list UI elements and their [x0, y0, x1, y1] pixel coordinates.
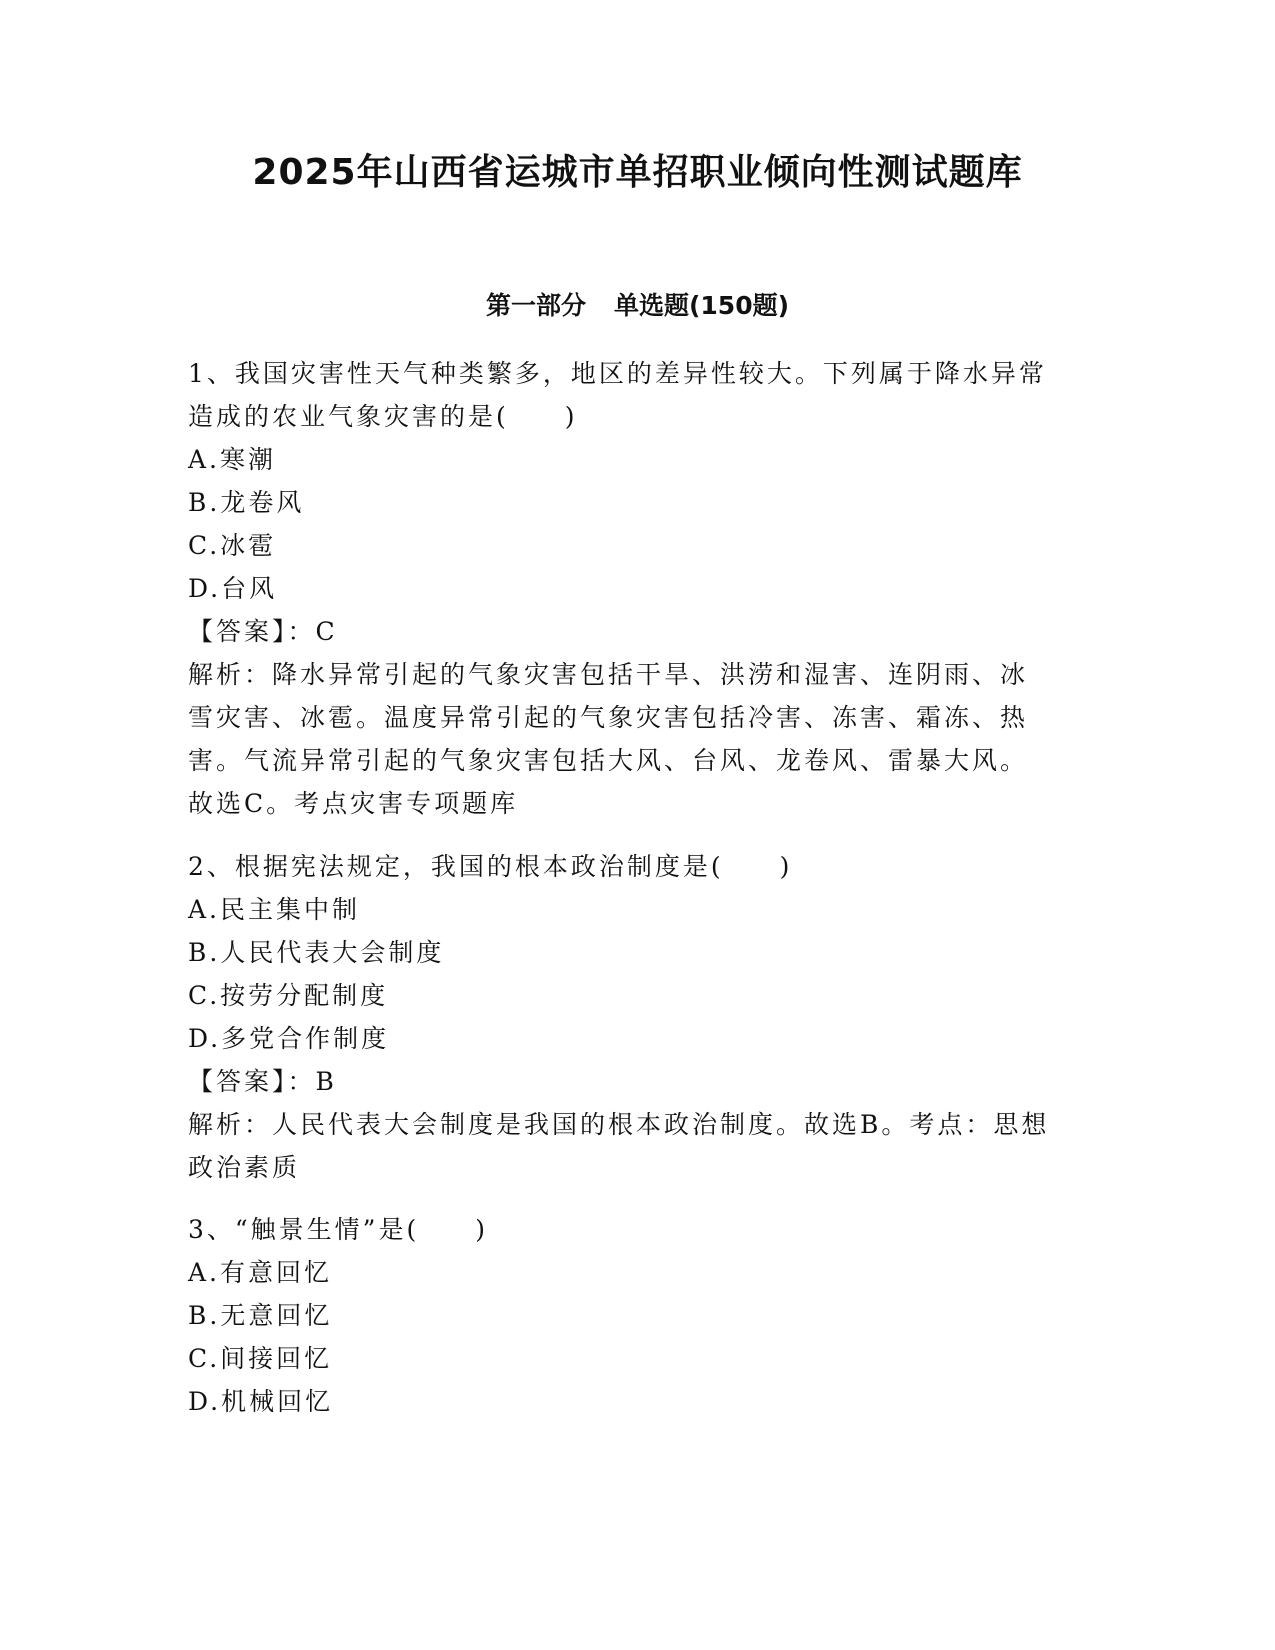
option-a: A.寒潮 — [188, 445, 277, 474]
option-c: C.按劳分配制度 — [188, 981, 389, 1010]
answer-line: 【答案】：B — [188, 1067, 337, 1096]
option-d: D.机械回忆 — [188, 1387, 334, 1416]
option-b: B.人民代表大会制度 — [188, 938, 445, 967]
option-d: D.多党合作制度 — [188, 1024, 390, 1053]
analysis-line: 雪灾害、冰雹。温度异常引起的气象灾害包括冷害、冻害、霜冻、热 — [188, 703, 1029, 732]
section-heading — [0, 288, 1275, 324]
question-1 — [188, 352, 1088, 825]
section-name: 第一部分 — [485, 291, 586, 320]
question-stem-line: 造成的农业气象灾害的是( ) — [188, 402, 578, 431]
option-b: B.无意回忆 — [188, 1301, 333, 1330]
option-b: B.龙卷风 — [188, 488, 305, 517]
option-d: D.台风 — [188, 574, 278, 603]
question-3 — [188, 1208, 1088, 1423]
question-stem-line: 1、我国灾害性天气种类繁多，地区的差异性较大。下列属于降水异常 — [188, 359, 1047, 388]
question-stem-line: 3、“触景生情”是( ) — [188, 1215, 488, 1244]
option-c: C.间接回忆 — [188, 1344, 333, 1373]
analysis-line: 害。气流异常引起的气象灾害包括大风、台风、龙卷风、雷暴大风。 — [188, 746, 1029, 775]
analysis-line: 政治素质 — [188, 1153, 301, 1182]
question-stem-line: 2、根据宪法规定，我国的根本政治制度是( ) — [188, 852, 793, 881]
section-subtitle: 单选题(150题) — [613, 291, 790, 320]
analysis-line: 故选C。考点灾害专项题库 — [188, 789, 519, 818]
option-a: A.民主集中制 — [188, 895, 361, 924]
question-2 — [188, 845, 1088, 1189]
answer-line: 【答案】：C — [188, 617, 338, 646]
option-a: A.有意回忆 — [188, 1258, 333, 1287]
document-title: 2025年山西省运城市单招职业倾向性测试题库 — [252, 152, 1023, 193]
option-c: C.冰雹 — [188, 531, 277, 560]
analysis-line: 解析：人民代表大会制度是我国的根本政治制度。故选B。考点：思想 — [188, 1110, 1050, 1139]
analysis-line: 解析：降水异常引起的气象灾害包括干旱、洪涝和湿害、连阴雨、冰 — [188, 660, 1029, 689]
